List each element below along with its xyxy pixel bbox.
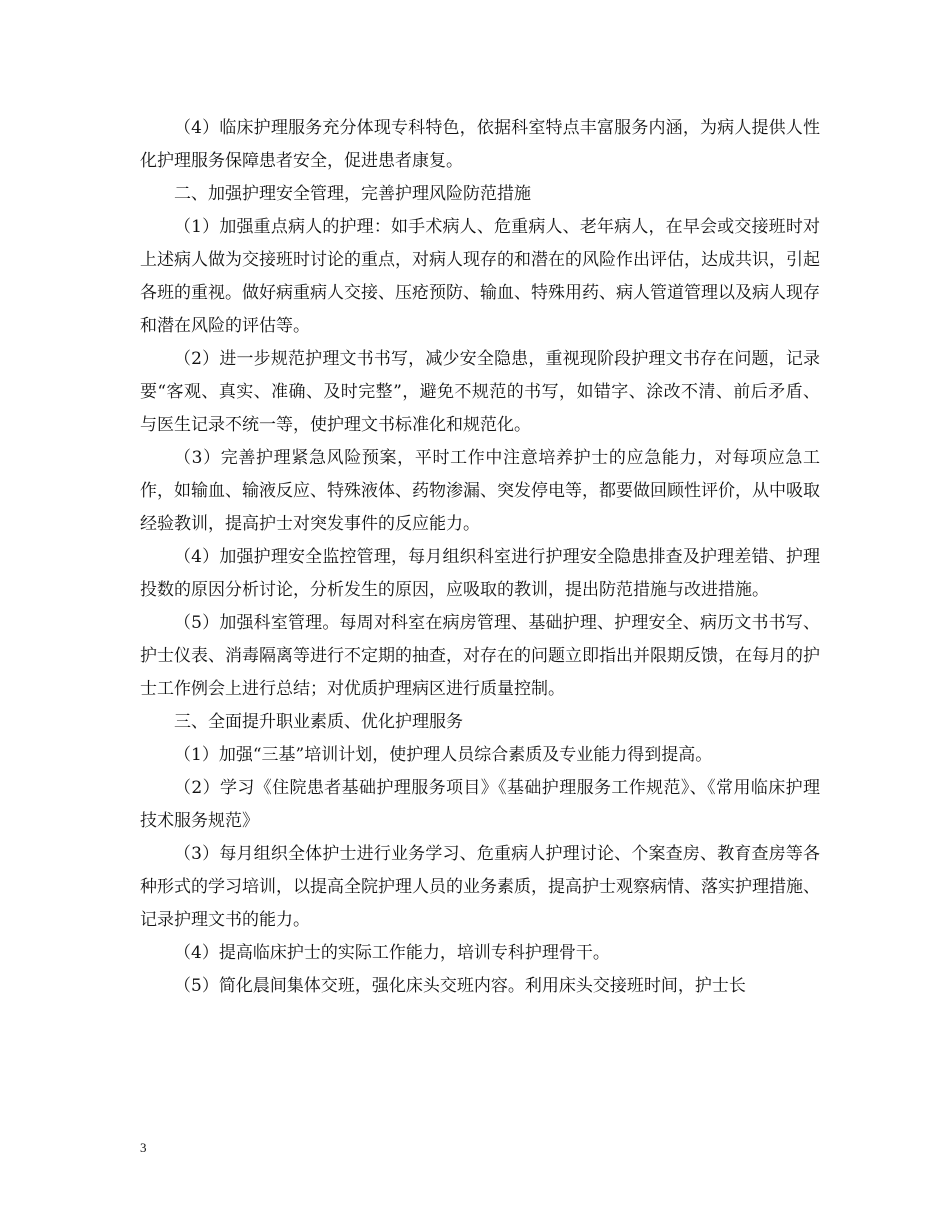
paragraph-section3-item5: （5）简化晨间集体交班，强化床头交班内容。利用床头交接班时间，护士长 — [174, 976, 746, 996]
paragraph-section3-item1: （1）加强“三基”培训计划，使护理人员综合素质及专业能力得到提高。 — [174, 745, 713, 765]
paragraph-section2-item4: （4）加强护理安全监控管理，每月组织科室进行护理安全隐患排查及护理差错、护理投数的原因分析讨论，分析发生的原因，应吸取的教训，提出防范措施与改进措施。 — [140, 547, 820, 600]
page-number: 3 — [140, 1140, 147, 1155]
paragraph-section1-item4: （4）临床护理服务充分体现专科特色，依据科室特点丰富服务内涵，为病人提供人性化护理服务保障患者安全，促进患者康复。 — [140, 118, 820, 171]
section-heading-2: 二、加强护理安全管理，完善护理风险防范措施 — [174, 184, 531, 204]
paragraph-section2-item3: （3）完善护理紧急风险预案，平时工作中注意培养护士的应急能力，对每项应急工作，如输血、输液反应、特殊液体、药物渗漏、突发停电等，都要做回顾性评价，从中吸取经验教训，提高护士对突发事件的反应能力。 — [140, 448, 820, 534]
paragraph-section2-item2: （2）进一步规范护理文书书写，减少安全隐患，重视现阶段护理文书存在问题，记录要“客观、真实、准确、及时完整”，避免不规范的书写，如错字、涂改不清、前后矛盾、与医生记录不统一等，使护理文书标准化和规范化。 — [140, 349, 820, 435]
paragraph-section3-item3: （3）每月组织全体护士进行业务学习、危重病人护理讨论、个案查房、教育查房等各种形式的学习培训，以提高全院护理人员的业务素质，提高护士观察病情、落实护理措施、记录护理文书的能力。 — [140, 844, 820, 930]
paragraph-section3-item4: （4）提高临床护士的实际工作能力，培训专科护理骨干。 — [174, 943, 610, 963]
paragraph-section3-item2: （2）学习《住院患者基础护理服务项目》《基础护理服务工作规范》、《常用临床护理技术服务规范》 — [140, 778, 820, 831]
paragraph-section2-item5: （5）加强科室管理。每周对科室在病房管理、基础护理、护理安全、病历文书书写、护士仪表、消毒隔离等进行不定期的抽查，对存在的问题立即指出并限期反馈，在每月的护士工作例会上进行总结；对优质护理病区进行质量控制。 — [140, 613, 820, 699]
section-heading-3: 三、全面提升职业素质、优化护理服务 — [174, 712, 463, 732]
document-body — [140, 112, 820, 1003]
paragraph-section2-item1: （1）加强重点病人的护理：如手术病人、危重病人、老年病人，在早会或交接班时对上述病人做为交接班时讨论的重点，对病人现存的和潜在的风险作出评估，达成共识，引起各班的重视。做好病重病人交接、压疮预防、输血、特殊用药、病人管道管理以及病人现存和潜在风险的评估等。 — [140, 217, 820, 336]
